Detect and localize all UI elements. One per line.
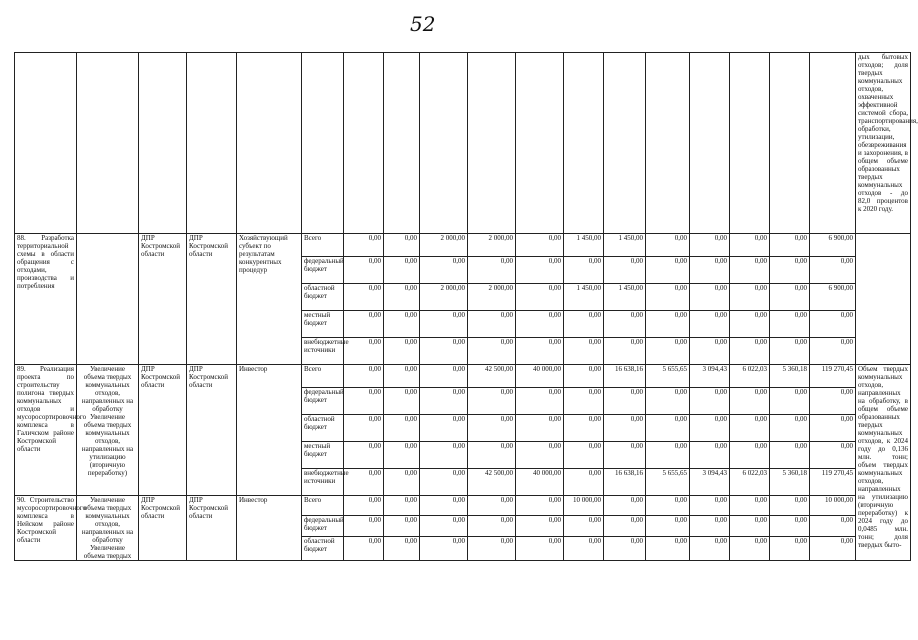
funding-source: внебюджетные источники xyxy=(302,338,344,365)
funding-source: местный бюджет xyxy=(302,442,344,469)
amount-cell: 0,00 xyxy=(730,442,770,469)
responsible-1: ДПР Костромской области xyxy=(139,234,187,365)
amount-cell: 0,00 xyxy=(420,365,468,388)
amount-cell: 0,00 xyxy=(344,388,384,415)
amount-cell: 0,00 xyxy=(810,516,856,537)
funding-source: федеральный бюджет xyxy=(302,516,344,537)
amount-cell: 40 000,00 xyxy=(516,365,564,388)
amount-cell: 0,00 xyxy=(384,442,420,469)
funding-source: областной бюджет xyxy=(302,284,344,311)
measure-name-text: Реализация проекта по строительству полигона твердых коммунальных отходов и мусоросортировочного комплекса в Галичском районе Костромской области xyxy=(17,365,87,453)
amount-cell: 0,00 xyxy=(516,234,564,257)
amount-cell: 0,00 xyxy=(564,469,604,496)
amount-cell: 0,00 xyxy=(604,415,646,442)
executor: Инвестор xyxy=(237,365,302,496)
amount-cell: 0,00 xyxy=(810,338,856,365)
amount-cell: 3 094,43 xyxy=(690,469,730,496)
measure-number: 88. xyxy=(17,234,42,242)
amount-cell: 42 500,00 xyxy=(468,469,516,496)
amount-cell: 0,00 xyxy=(384,388,420,415)
target-result xyxy=(856,234,911,365)
amount-cell: 0,00 xyxy=(564,338,604,365)
amount-cell: 5 360,18 xyxy=(770,365,810,388)
amount-cell: 0,00 xyxy=(730,496,770,516)
amount-cell: 0,00 xyxy=(770,516,810,537)
amount-cell: 2 000,00 xyxy=(420,234,468,257)
amount-cell: 0,00 xyxy=(344,469,384,496)
amount-cell: 0,00 xyxy=(690,388,730,415)
amount-cell: 0,00 xyxy=(384,234,420,257)
amount-cell: 0,00 xyxy=(810,257,856,284)
amount-cell: 0,00 xyxy=(564,415,604,442)
amount-cell: 0,00 xyxy=(646,311,690,338)
amount-cell: 0,00 xyxy=(384,284,420,311)
amount-cell: 0,00 xyxy=(420,388,468,415)
amount-cell: 0,00 xyxy=(690,415,730,442)
budget-table xyxy=(14,52,918,561)
amount-cell: 6 022,03 xyxy=(730,469,770,496)
amount-cell: 0,00 xyxy=(646,257,690,284)
amount-cell: 5 655,65 xyxy=(646,469,690,496)
funding-source: Всего xyxy=(302,496,344,516)
amount-cell: 0,00 xyxy=(384,415,420,442)
amount-cell: 0,00 xyxy=(344,442,384,469)
amount-cell: 0,00 xyxy=(646,284,690,311)
amount-cell: 0,00 xyxy=(516,442,564,469)
amount-cell: 0,00 xyxy=(516,537,564,561)
amount-cell: 0,00 xyxy=(420,257,468,284)
amount-cell: 5 655,65 xyxy=(646,365,690,388)
amount-cell: 0,00 xyxy=(516,496,564,516)
amount-cell: 0,00 xyxy=(730,284,770,311)
amount-cell: 0,00 xyxy=(564,311,604,338)
amount-cell: 0,00 xyxy=(690,284,730,311)
amount-cell: 0,00 xyxy=(564,388,604,415)
amount-cell: 0,00 xyxy=(344,311,384,338)
amount-cell: 0,00 xyxy=(344,365,384,388)
amount-cell: 2 000,00 xyxy=(420,284,468,311)
amount-cell: 0,00 xyxy=(384,257,420,284)
amount-cell: 119 270,45 xyxy=(810,469,856,496)
amount-cell: 16 638,16 xyxy=(604,469,646,496)
amount-cell: 0,00 xyxy=(344,516,384,537)
amount-cell: 2 000,00 xyxy=(468,284,516,311)
amount-cell: 0,00 xyxy=(516,311,564,338)
amount-cell: 0,00 xyxy=(384,311,420,338)
amount-cell: 0,00 xyxy=(516,388,564,415)
amount-cell: 0,00 xyxy=(420,469,468,496)
amount-cell: 0,00 xyxy=(646,516,690,537)
amount-cell: 0,00 xyxy=(604,442,646,469)
amount-cell: 0,00 xyxy=(420,338,468,365)
amount-cell: 0,00 xyxy=(810,388,856,415)
amount-cell: 0,00 xyxy=(690,537,730,561)
amount-cell: 0,00 xyxy=(770,415,810,442)
amount-cell: 0,00 xyxy=(604,388,646,415)
expected-result: Увеличение объема твердых коммунальных отходов, направленных на обработку Увеличение объема твердых коммунальных отходов, направленных на утилизацию (вторичную переработку) xyxy=(77,365,139,496)
amount-cell: 0,00 xyxy=(770,257,810,284)
responsible-1: ДПР Костромской области xyxy=(139,365,187,496)
amount-cell: 0,00 xyxy=(730,516,770,537)
amount-cell: 0,00 xyxy=(646,442,690,469)
amount-cell: 0,00 xyxy=(516,415,564,442)
amount-cell: 0,00 xyxy=(770,496,810,516)
amount-cell: 2 000,00 xyxy=(468,234,516,257)
amount-cell: 42 500,00 xyxy=(468,365,516,388)
amount-cell: 0,00 xyxy=(420,415,468,442)
amount-cell: 0,00 xyxy=(420,311,468,338)
result-text-top: дых бытовых отходов; доля твердых коммунальных отходов, охваченных эффективной системой сбора, транспортирования, обработки, утилизации, обезвреживания и захоронения, в общем объеме образованных твердых коммунальных отходов - до 82,0 процентов к 2020 году. xyxy=(856,53,911,234)
amount-cell: 0,00 xyxy=(810,311,856,338)
amount-cell: 0,00 xyxy=(690,442,730,469)
amount-cell: 0,00 xyxy=(690,338,730,365)
amount-cell: 0,00 xyxy=(468,415,516,442)
amount-cell: 1 450,00 xyxy=(564,284,604,311)
funding-source: федеральный бюджет xyxy=(302,388,344,415)
amount-cell: 3 094,43 xyxy=(690,365,730,388)
amount-cell: 0,00 xyxy=(730,311,770,338)
amount-cell: 0,00 xyxy=(564,537,604,561)
amount-cell: 0,00 xyxy=(730,537,770,561)
expected-result xyxy=(77,234,139,365)
table-row xyxy=(15,365,911,388)
amount-cell: 1 450,00 xyxy=(604,284,646,311)
measure-name xyxy=(15,365,87,496)
responsible-1: ДПР Костромской области xyxy=(139,496,187,561)
amount-cell: 0,00 xyxy=(384,496,420,516)
table-row xyxy=(15,496,911,516)
amount-cell: 6 022,03 xyxy=(730,365,770,388)
amount-cell: 0,00 xyxy=(344,415,384,442)
amount-cell: 0,00 xyxy=(420,537,468,561)
page-number: 52 xyxy=(410,12,436,36)
amount-cell: 0,00 xyxy=(516,516,564,537)
amount-cell: 0,00 xyxy=(770,338,810,365)
amount-cell: 0,00 xyxy=(384,537,420,561)
responsible-2: ДПР Костромской области xyxy=(187,365,237,496)
responsible-2: ДПР Костромской области xyxy=(187,234,237,365)
amount-cell: 6 900,00 xyxy=(810,284,856,311)
amount-cell: 0,00 xyxy=(646,388,690,415)
amount-cell: 0,00 xyxy=(604,496,646,516)
amount-cell: 0,00 xyxy=(468,388,516,415)
funding-source: местный бюджет xyxy=(302,311,344,338)
table-row xyxy=(15,234,911,257)
amount-cell: 0,00 xyxy=(646,338,690,365)
funding-source: Всего xyxy=(302,234,344,257)
target-result: Объем твердых коммунальных отходов, направленных на обработку, в общем объеме образованных твердых коммунальных отходов, к 2024 году до 0,136 млн. тонн; объем твердых коммунальных отходов, направленных на утилизацию (вторичную переработку) к 2024 году до 0,0485 млн. тонн; доля твердых быто- xyxy=(856,365,911,561)
table-row-top xyxy=(15,53,911,234)
amount-cell: 0,00 xyxy=(420,516,468,537)
amount-cell: 0,00 xyxy=(468,537,516,561)
amount-cell: 0,00 xyxy=(730,234,770,257)
amount-cell: 0,00 xyxy=(646,537,690,561)
amount-cell: 0,00 xyxy=(468,338,516,365)
funding-source: внебюджетные источники xyxy=(302,469,344,496)
executor: Хозяйствующий субъект по результатам конкурентных процедур xyxy=(237,234,302,365)
amount-cell: 0,00 xyxy=(384,516,420,537)
amount-cell: 0,00 xyxy=(690,496,730,516)
responsible-2: ДПР Костромской области xyxy=(187,496,237,561)
amount-cell: 0,00 xyxy=(690,234,730,257)
amount-cell: 0,00 xyxy=(646,234,690,257)
amount-cell: 0,00 xyxy=(564,442,604,469)
amount-cell: 0,00 xyxy=(604,257,646,284)
amount-cell: 0,00 xyxy=(564,257,604,284)
funding-source: Всего xyxy=(302,365,344,388)
amount-cell: 0,00 xyxy=(770,311,810,338)
amount-cell: 0,00 xyxy=(564,365,604,388)
amount-cell: 0,00 xyxy=(770,537,810,561)
amount-cell: 0,00 xyxy=(344,338,384,365)
amount-cell: 5 360,18 xyxy=(770,469,810,496)
measure-number: 90. xyxy=(17,496,30,504)
amount-cell: 0,00 xyxy=(770,388,810,415)
amount-cell: 40 000,00 xyxy=(516,469,564,496)
amount-cell: 0,00 xyxy=(384,469,420,496)
amount-cell: 0,00 xyxy=(690,257,730,284)
measure-number: 89. xyxy=(17,365,40,373)
amount-cell: 0,00 xyxy=(690,311,730,338)
amount-cell: 0,00 xyxy=(730,257,770,284)
amount-cell: 0,00 xyxy=(344,234,384,257)
amount-cell: 0,00 xyxy=(344,537,384,561)
measure-name xyxy=(15,234,77,365)
amount-cell: 0,00 xyxy=(344,496,384,516)
measure-name-text: Строительство мусоросортировочного комплекса в Нейском районе Костромской области xyxy=(17,496,87,544)
amount-cell: 0,00 xyxy=(516,257,564,284)
funding-source: федеральный бюджет xyxy=(302,257,344,284)
amount-cell: 10 000,00 xyxy=(810,496,856,516)
amount-cell: 0,00 xyxy=(468,442,516,469)
amount-cell: 0,00 xyxy=(604,338,646,365)
amount-cell: 0,00 xyxy=(468,311,516,338)
amount-cell: 0,00 xyxy=(810,442,856,469)
executor: Инвестор xyxy=(237,496,302,561)
amount-cell: 0,00 xyxy=(384,338,420,365)
amount-cell: 1 450,00 xyxy=(564,234,604,257)
amount-cell: 119 270,45 xyxy=(810,365,856,388)
amount-cell: 0,00 xyxy=(468,516,516,537)
funding-source: областной бюджет xyxy=(302,537,344,561)
amount-cell: 0,00 xyxy=(770,442,810,469)
amount-cell: 0,00 xyxy=(810,537,856,561)
funding-source: областной бюджет xyxy=(302,415,344,442)
amount-cell: 0,00 xyxy=(730,415,770,442)
amount-cell: 0,00 xyxy=(344,284,384,311)
amount-cell: 0,00 xyxy=(770,284,810,311)
amount-cell: 0,00 xyxy=(604,311,646,338)
amount-cell: 0,00 xyxy=(646,496,690,516)
amount-cell: 16 638,16 xyxy=(604,365,646,388)
amount-cell: 0,00 xyxy=(420,442,468,469)
measure-name-text: Разработка территориальной схемы в области обращения с отходами, производства и потребления xyxy=(17,234,74,290)
amount-cell: 0,00 xyxy=(468,496,516,516)
amount-cell: 0,00 xyxy=(344,257,384,284)
expected-result: Увеличение объема твердых коммунальных отходов, направленных на обработку Увеличение объема твердых xyxy=(77,496,139,561)
amount-cell: 0,00 xyxy=(604,537,646,561)
amount-cell: 0,00 xyxy=(646,415,690,442)
amount-cell: 6 900,00 xyxy=(810,234,856,257)
amount-cell: 0,00 xyxy=(420,496,468,516)
amount-cell: 0,00 xyxy=(770,234,810,257)
amount-cell: 0,00 xyxy=(516,338,564,365)
amount-cell: 0,00 xyxy=(516,284,564,311)
amount-cell: 0,00 xyxy=(810,415,856,442)
amount-cell: 0,00 xyxy=(384,365,420,388)
amount-cell: 0,00 xyxy=(730,388,770,415)
amount-cell: 10 000,00 xyxy=(564,496,604,516)
amount-cell: 0,00 xyxy=(730,338,770,365)
amount-cell: 0,00 xyxy=(468,257,516,284)
amount-cell: 0,00 xyxy=(604,516,646,537)
amount-cell: 0,00 xyxy=(690,516,730,537)
amount-cell: 0,00 xyxy=(564,516,604,537)
amount-cell: 1 450,00 xyxy=(604,234,646,257)
measure-name xyxy=(15,496,87,561)
